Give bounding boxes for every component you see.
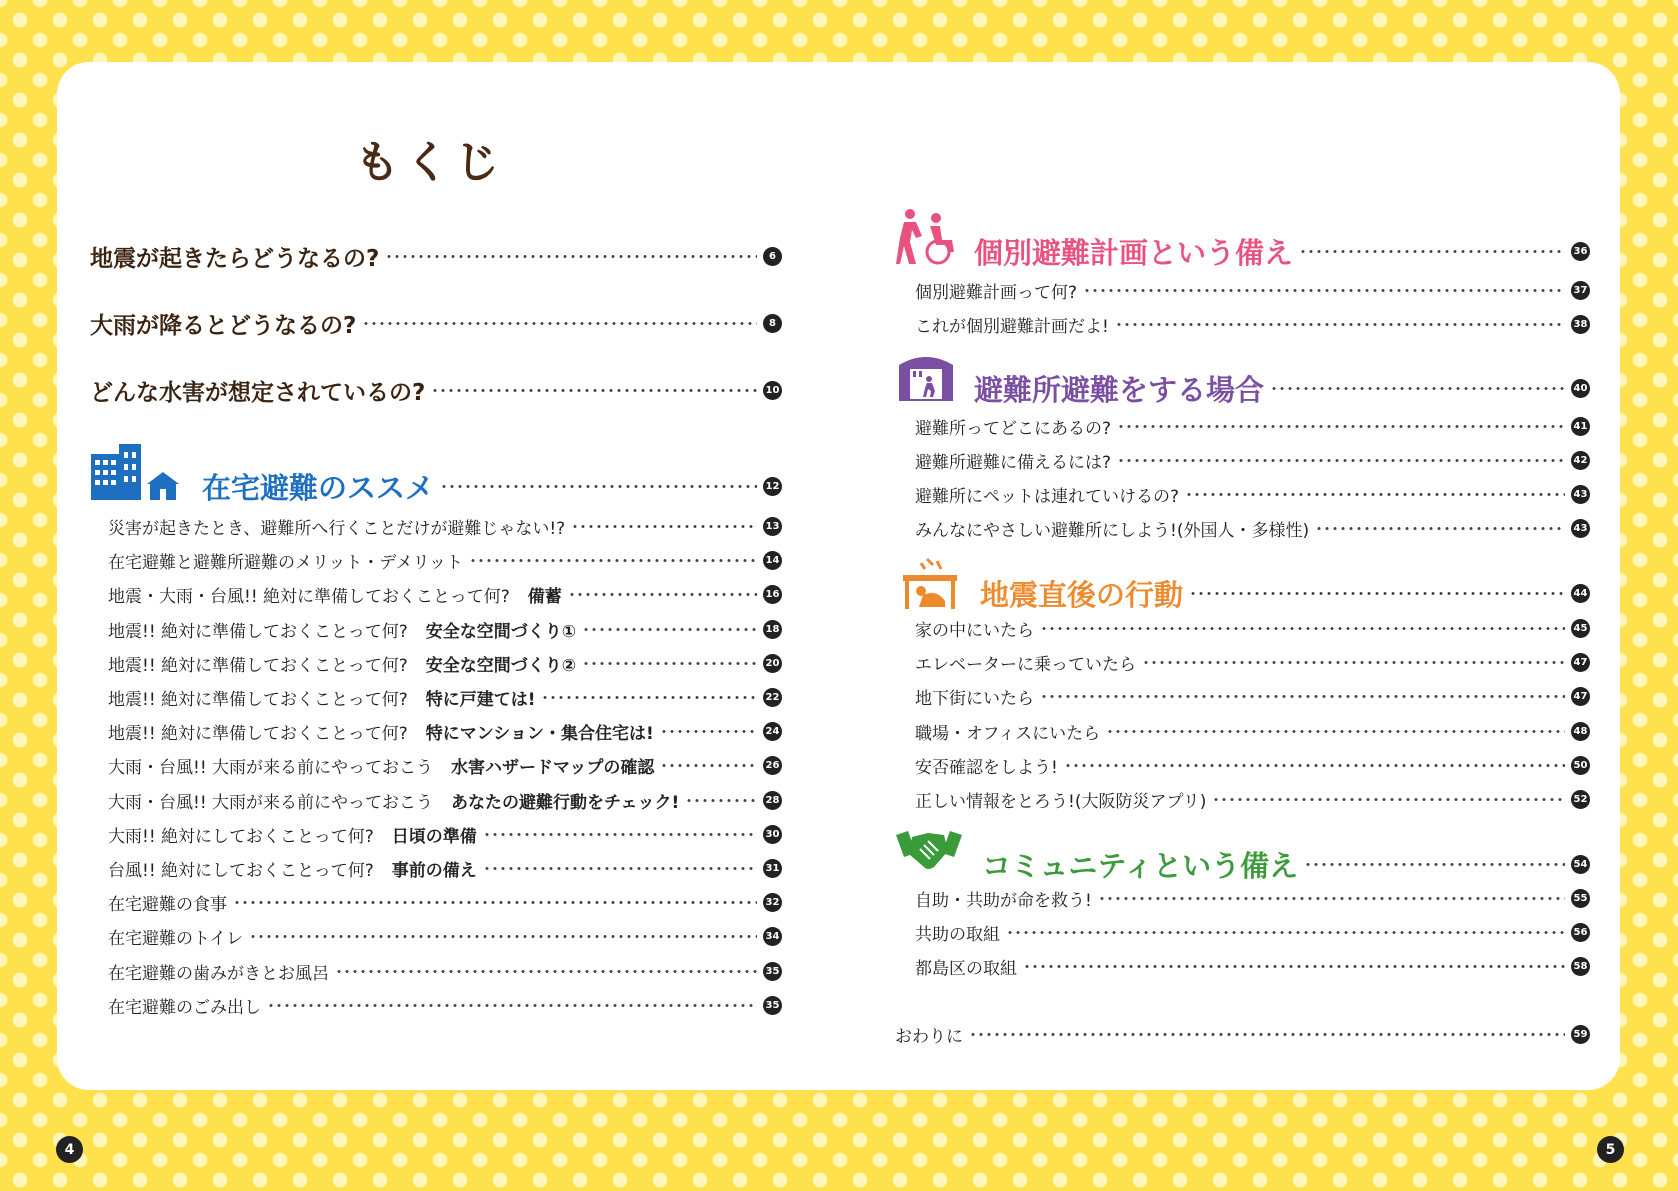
page-badge: 47	[1571, 653, 1590, 672]
leader-dots	[1083, 289, 1565, 292]
page-badge: 44	[1571, 584, 1590, 603]
entry-label: 避難所ってどこにあるの?	[915, 419, 1112, 439]
toc-sub-entry[interactable]	[108, 890, 782, 915]
entry-emphasis: 特に戸建ては!	[425, 690, 536, 710]
leader-dots	[469, 559, 757, 562]
leader-dots	[431, 389, 757, 392]
toc-sub-entry[interactable]	[108, 993, 782, 1018]
page-badge: 58	[1571, 957, 1590, 976]
toc-sub-entry[interactable]	[108, 753, 782, 778]
entry-label: 在宅避難の歯みがきとお風呂	[108, 963, 329, 984]
leader-dots	[1142, 661, 1565, 664]
entry-label: エレベーターに乗っていたら	[915, 655, 1136, 676]
entry-label: これが個別避難計画だよ!	[915, 317, 1109, 337]
toc-sub-entry[interactable]	[915, 886, 1590, 911]
page-badge: 43	[1571, 485, 1590, 504]
leader-dots	[541, 696, 757, 699]
section-heading[interactable]: コミュニティという備え 54	[982, 844, 1590, 885]
leader-dots	[483, 867, 757, 870]
toc-sub-entry[interactable]	[108, 514, 782, 539]
entry-emphasis: 安全な空間づくり②	[425, 655, 577, 676]
entry-label: 地震!! 絶対に準備しておくことって何?	[108, 621, 408, 642]
page-badge: 8	[763, 314, 782, 333]
entry-emphasis: 水害ハザードマップの確認	[451, 758, 655, 779]
page-badge: 59	[1571, 1025, 1590, 1044]
entry-emphasis: 備蓄	[527, 587, 562, 608]
leader-dots	[335, 970, 757, 973]
entry-label: 大雨・台風!! 大雨が来る前にやっておこう	[108, 758, 434, 779]
page-badge: 50	[1571, 756, 1590, 775]
leader-dots	[233, 901, 757, 904]
leader-dots	[1212, 798, 1565, 801]
toc-sub-entry[interactable]	[915, 753, 1590, 778]
toc-sub-entry[interactable]	[108, 959, 782, 984]
wheelchair-assist-icon	[896, 208, 958, 266]
entry-label: 安否確認をしよう!	[915, 757, 1058, 778]
leader-dots	[571, 525, 757, 528]
page-badge: 14	[763, 551, 782, 570]
leader-dots	[483, 833, 757, 836]
page-badge: 30	[763, 825, 782, 844]
page-badge: 47	[1571, 687, 1590, 706]
toc-sub-entry[interactable]	[108, 719, 782, 744]
handshake-icon	[894, 827, 964, 875]
entry-label: 地震・大雨・台風!! 絶対に準備しておくことって何?	[108, 587, 510, 608]
entry-emphasis: 日頃の準備	[391, 826, 477, 847]
leader-dots	[1040, 695, 1565, 698]
entry-emphasis: 事前の備え	[391, 861, 477, 881]
toc-sub-entry[interactable]	[915, 920, 1590, 945]
leader-dots	[685, 799, 757, 802]
section-heading[interactable]: 在宅避難のススメ 12	[202, 466, 782, 507]
page-badge: 32	[763, 893, 782, 912]
entry-label: 台風!! 絶対にしておくことって何?	[108, 861, 374, 881]
leader-dots	[1185, 493, 1565, 496]
leader-dots	[249, 935, 757, 938]
page-badge: 38	[1571, 315, 1590, 334]
toc-entry[interactable]: 大雨が降るとどうなるの? 8	[90, 307, 782, 340]
shelter-icon	[897, 351, 955, 403]
page-title: もくじ	[355, 137, 505, 188]
page-badge: 10	[763, 381, 782, 400]
entry-label: 家の中にいたら	[915, 621, 1034, 641]
page-badge: 42	[1571, 451, 1590, 470]
toc-sub-entry[interactable]	[915, 954, 1590, 979]
page-number-left: 4	[56, 1136, 83, 1163]
entry-label: 大雨!! 絶対にしておくことって何?	[108, 826, 374, 847]
leader-dots	[1115, 323, 1565, 326]
toc-sub-entry[interactable]	[108, 582, 782, 607]
toc-sub-entry[interactable]	[108, 822, 782, 847]
page-badge: 12	[763, 477, 782, 496]
toc-sub-entry[interactable]	[108, 685, 782, 710]
leader-dots	[1117, 459, 1565, 462]
toc-sub-entry[interactable]	[915, 616, 1590, 641]
leader-dots	[1304, 863, 1565, 866]
toc-sub-entry[interactable]	[108, 856, 782, 881]
entry-label: 在宅避難のごみ出し	[108, 997, 261, 1018]
entry-label: 地震!! 絶対に準備しておくことって何?	[108, 655, 408, 676]
section-heading[interactable]: 地震直後の行動 44	[980, 573, 1590, 614]
page-badge: 55	[1571, 889, 1590, 908]
toc-entry[interactable]: どんな水害が想定されているの? 10	[90, 374, 782, 407]
toc-entry-closing[interactable]: おわりに 59	[895, 1022, 1590, 1047]
leader-dots	[1040, 627, 1565, 630]
building-house-icon	[89, 440, 181, 502]
toc-sub-entry[interactable]	[915, 650, 1590, 675]
page-badge: 28	[763, 791, 782, 810]
page-badge: 34	[763, 927, 782, 946]
leader-dots	[660, 730, 757, 733]
toc-sub-entry[interactable]	[915, 414, 1590, 439]
entry-label: 在宅避難と避難所避難のメリット・デメリット	[108, 553, 463, 574]
entry-label: 正しい情報をとろう!(大阪防災アプリ)	[915, 792, 1207, 812]
duck-under-desk-icon	[897, 557, 961, 611]
toc-sub-entry[interactable]	[108, 651, 782, 676]
page-badge: 43	[1571, 519, 1590, 538]
page-badge: 54	[1571, 855, 1590, 874]
leader-dots	[1106, 730, 1565, 733]
leader-dots	[1189, 592, 1565, 595]
leader-dots	[1299, 250, 1565, 253]
toc-sub-entry[interactable]	[108, 548, 782, 573]
toc-sub-entry[interactable]	[915, 278, 1590, 303]
entry-label: 在宅避難のトイレ	[108, 929, 244, 950]
page-badge: 41	[1571, 417, 1590, 436]
page-badge: 48	[1571, 722, 1590, 741]
entry-emphasis: 特にマンション・集合住宅は!	[425, 724, 654, 745]
leader-dots	[385, 255, 757, 258]
leader-dots	[1117, 425, 1565, 428]
leader-dots	[1006, 931, 1565, 934]
leader-dots	[267, 1004, 757, 1007]
page-badge: 40	[1571, 379, 1590, 398]
entry-label: 大雨・台風!! 大雨が来る前にやっておこう	[108, 792, 434, 813]
toc-sub-entry[interactable]	[108, 617, 782, 642]
entry-label: みんなにやさしい避難所にしよう!(外国人・多様性)	[915, 521, 1310, 541]
toc-sub-entry[interactable]	[915, 312, 1590, 337]
entry-label: 自助・共助が命を救う!	[915, 891, 1092, 911]
page-badge: 45	[1571, 619, 1590, 638]
leader-dots	[1064, 764, 1565, 767]
toc-sub-entry[interactable]	[915, 787, 1590, 812]
entry-label: 個別避難計画って何?	[915, 283, 1078, 303]
leader-dots	[440, 485, 757, 488]
page-badge: 35	[763, 996, 782, 1015]
page-badge: 16	[763, 585, 782, 604]
page-badge: 52	[1571, 790, 1590, 809]
toc-sub-entry[interactable]	[108, 788, 782, 813]
toc-sub-entry[interactable]	[915, 482, 1590, 507]
toc-sub-entry[interactable]	[915, 516, 1590, 541]
leader-dots	[969, 1033, 1565, 1036]
toc-sub-entry[interactable]	[915, 448, 1590, 473]
page-badge: 31	[763, 859, 782, 878]
section-heading[interactable]: 避難所避難をする場合 40	[974, 368, 1590, 409]
entry-emphasis: あなたの避難行動をチェック!	[451, 792, 680, 813]
entry-label: 災害が起きたとき、避難所へ行くことだけが避難じゃない!?	[108, 519, 566, 539]
page-badge: 13	[763, 517, 782, 536]
leader-dots	[362, 322, 757, 325]
leader-dots	[582, 662, 757, 665]
entry-label: 共助の取組	[915, 925, 1000, 945]
page-badge: 24	[763, 722, 782, 741]
leader-dots	[1315, 527, 1565, 530]
entry-label: 避難所にペットは連れていけるの?	[915, 487, 1180, 507]
leader-dots	[568, 593, 757, 596]
entry-emphasis: 安全な空間づくり①	[425, 621, 577, 642]
entry-label: 地震!! 絶対に準備しておくことって何?	[108, 724, 408, 745]
page-badge: 37	[1571, 281, 1590, 300]
entry-label: 避難所避難に備えるには?	[915, 453, 1112, 473]
page-badge: 36	[1571, 242, 1590, 261]
section-heading[interactable]: 個別避難計画という備え 36	[974, 231, 1590, 272]
toc-sub-entry[interactable]	[915, 684, 1590, 709]
leader-dots	[660, 764, 757, 767]
toc-sub-entry[interactable]	[108, 924, 782, 949]
page-number-right: 5	[1597, 1136, 1624, 1163]
leader-dots	[1023, 965, 1565, 968]
entry-label: 在宅避難の食事	[108, 895, 227, 916]
entry-label: 地震!! 絶対に準備しておくことって何?	[108, 690, 408, 710]
leader-dots	[1098, 897, 1565, 900]
toc-sub-entry[interactable]	[915, 719, 1590, 744]
page-badge: 35	[763, 962, 782, 981]
page-badge: 56	[1571, 923, 1590, 942]
page-badge: 22	[763, 688, 782, 707]
entry-label: 都島区の取組	[915, 959, 1017, 979]
entry-label: 職場・オフィスにいたら	[915, 723, 1101, 744]
page-badge: 20	[763, 654, 782, 673]
page-badge: 6	[763, 247, 782, 266]
entry-label: 地下街にいたら	[915, 689, 1034, 710]
toc-entry[interactable]: 地震が起きたらどうなるの? 6	[90, 240, 782, 273]
page-badge: 18	[763, 620, 782, 639]
leader-dots	[1270, 387, 1565, 390]
page-badge: 26	[763, 756, 782, 775]
leader-dots	[582, 628, 757, 631]
